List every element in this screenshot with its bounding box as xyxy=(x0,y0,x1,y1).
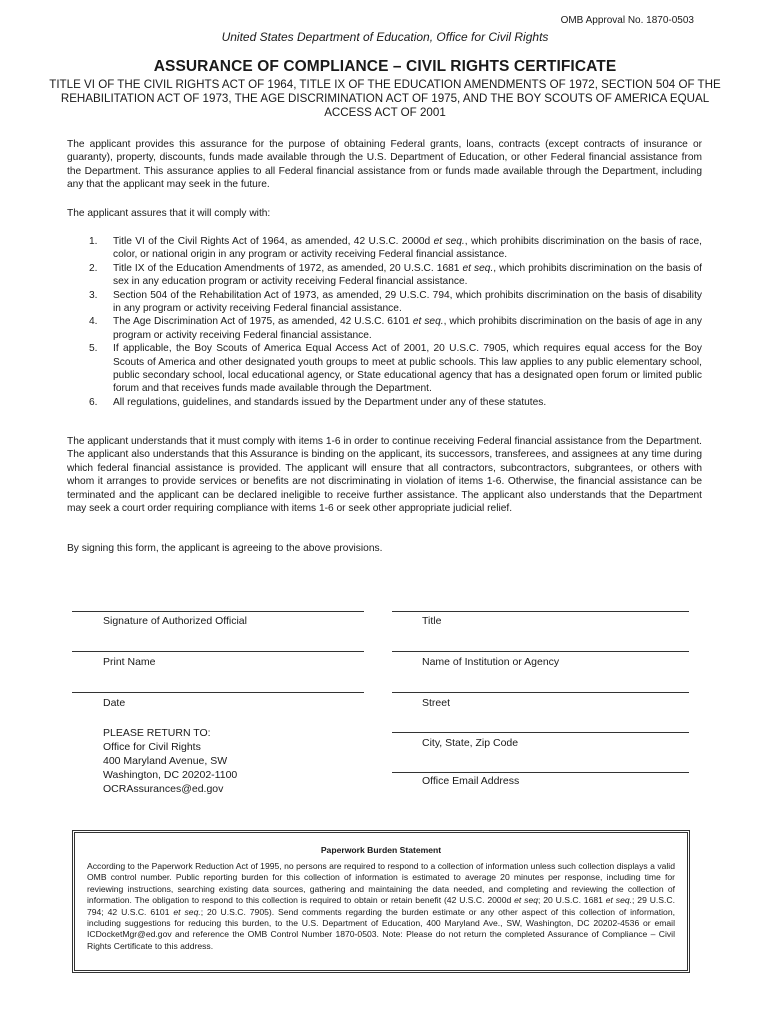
assures-paragraph: The applicant assures that it will comply with: xyxy=(67,208,271,219)
street-line[interactable] xyxy=(392,692,689,693)
list-item: 3. Section 504 of the Rehabilitation Act of 1973, as amended, 29 U.S.C. 794, which prohibits discrimination on the basis of disability in any program or activity receiving Federal financial assistance. xyxy=(89,289,702,315)
city-state-zip-line[interactable] xyxy=(392,732,689,733)
return-line: Washington, DC 20202-1100 xyxy=(103,769,238,781)
burden-title: Paperwork Burden Statement xyxy=(320,845,442,855)
title-label: Title xyxy=(422,615,442,627)
return-line: Office for Civil Rights xyxy=(103,741,201,753)
signature-label: Signature of Authorized Official xyxy=(103,615,247,627)
email-label: Office Email Address xyxy=(422,775,520,787)
return-address xyxy=(103,726,237,796)
title-line[interactable] xyxy=(392,611,689,612)
return-email: OCRAssurances@ed.gov xyxy=(103,783,224,795)
return-line: 400 Maryland Avenue, SW xyxy=(103,755,228,767)
intro-paragraph: The applicant provides this assurance for the purpose of obtaining Federal grants, loans, contracts (except contracts of insurance or guaranty), property, discounts, funds made available through the U.S. Department of Education, or other Federal financial assistance from the Department. This assurance applies to all Federal financial assistance from or funds made available through the Department, including any that the applicant may seek in the future. xyxy=(67,139,702,191)
return-heading: PLEASE RETURN TO: xyxy=(103,727,211,739)
statute-list xyxy=(67,235,702,409)
institution-line[interactable] xyxy=(392,651,689,652)
signing-statement: By signing this form, the applicant is agreeing to the above provisions. xyxy=(67,543,383,554)
print-name-label: Print Name xyxy=(103,656,156,668)
list-item: 1. Title VI of the Civil Rights Act of 1964, as amended, 42 U.S.C. 2000d et seq., which prohibits discrimination on the basis of race, color, or national origin in any program or activity receiving Federal financial assistance. xyxy=(89,236,702,261)
paperwork-burden-box xyxy=(72,830,690,973)
street-label: Street xyxy=(422,697,451,709)
list-item: 5. If applicable, the Boy Scouts of America Equal Access Act of 2001, 20 U.S.C. 7905, which requires equal access for the Boy Scouts of America and other designated youth groups to meet at public schools. This law applies to any public elementary school, public secondary school, local educational agency, or State educational agency that has a designated open forum or limited public forum and that receives funds made available through the Department. xyxy=(89,343,702,395)
date-label: Date xyxy=(103,697,126,709)
signature-line[interactable] xyxy=(72,611,364,612)
city-state-zip-label: City, State, Zip Code xyxy=(422,737,519,749)
list-item: 4. The Age Discrimination Act of 1975, as amended, 42 U.S.C. 6101 et seq., which prohibits discrimination on the basis of age in any program or activity receiving Federal financial assistance. xyxy=(89,316,702,341)
understands-paragraph: The applicant understands that it must comply with items 1-6 in order to continue receiving Federal financial assistance from the Department. The applicant also understands that this Assurance is binding on the applicant, its successors, transferees, and assignees at any time during which federal financial assistance is provided. The applicant will ensure that all contractors, subcontractors, subgrantees, or others with whom it arranges to provide services or benefits are not discriminating in violation of items 1-6. Otherwise, the financial assistance can be terminated and the applicant can be declared ineligible to receive further assistance. The applicant also understands that the Department may seek a court order requiring compliance with items 1-6 or seek other appropriate judicial relief. xyxy=(67,436,702,515)
date-line[interactable] xyxy=(72,692,364,693)
omb-approval-number: OMB Approval No. 1870-0503 xyxy=(560,15,694,26)
institution-label: Name of Institution or Agency xyxy=(422,656,560,668)
agency-name: United States Department of Education, Office for Civil Rights xyxy=(221,30,549,44)
document-subtitle: TITLE VI OF THE CIVIL RIGHTS ACT OF 1964, TITLE IX OF THE EDUCATION AMENDMENTS OF 1972, SECTION 504 OF THE REHABILITATION ACT OF 1973, THE AGE DISCRIMINATION ACT OF 1975, AND THE BOY SCOUTS OF AMERICA EQUAL ACCESS ACT OF 2001 xyxy=(49,78,721,119)
print-name-line[interactable] xyxy=(72,651,364,652)
document-title: ASSURANCE OF COMPLIANCE – CIVIL RIGHTS CERTIFICATE xyxy=(153,58,617,75)
email-line[interactable] xyxy=(392,772,689,773)
list-item: 6. All regulations, guidelines, and standards issued by the Department under any of these statutes. xyxy=(89,396,547,408)
burden-text: According to the Paperwork Reduction Act of 1995, no persons are required to respond to a collection of information unless such collection displays a valid OMB control number. Public reporting burden for this collection of information is estimated to average 20 minutes per response, including time for reviewing instructions, searching existing data sources, gathering and maintaining the data needed, and completing and reviewing the collection of information. The obligation to respond to this collection is required to obtain or retain benefit (42 U.S.C. 2000d et seq; 20 U.S.C. 1681 et seq.; 29 U.S.C. 794; 42 U.S.C. 6101 et seq.; 20 U.S.C. 7905). Send comments regarding the burden estimate or any other aspect of this collection of information, including suggestions for reducing this burden, to the U.S. Department of Education, 400 Maryland Ave., SW, Washington, DC 20202-4536 or email ICDocketMgr@ed.gov and reference the OMB Control Number 1870-0503. Note: Please do not return the completed Assurance of Compliance – Civil Rights Certificate to this address. xyxy=(87,861,676,951)
list-item: 2. Title IX of the Education Amendments of 1972, as amended, 20 U.S.C. 1681 et seq., which prohibits discrimination on the basis of sex in any education program or activity receiving Federal financial assistance. xyxy=(89,262,702,288)
